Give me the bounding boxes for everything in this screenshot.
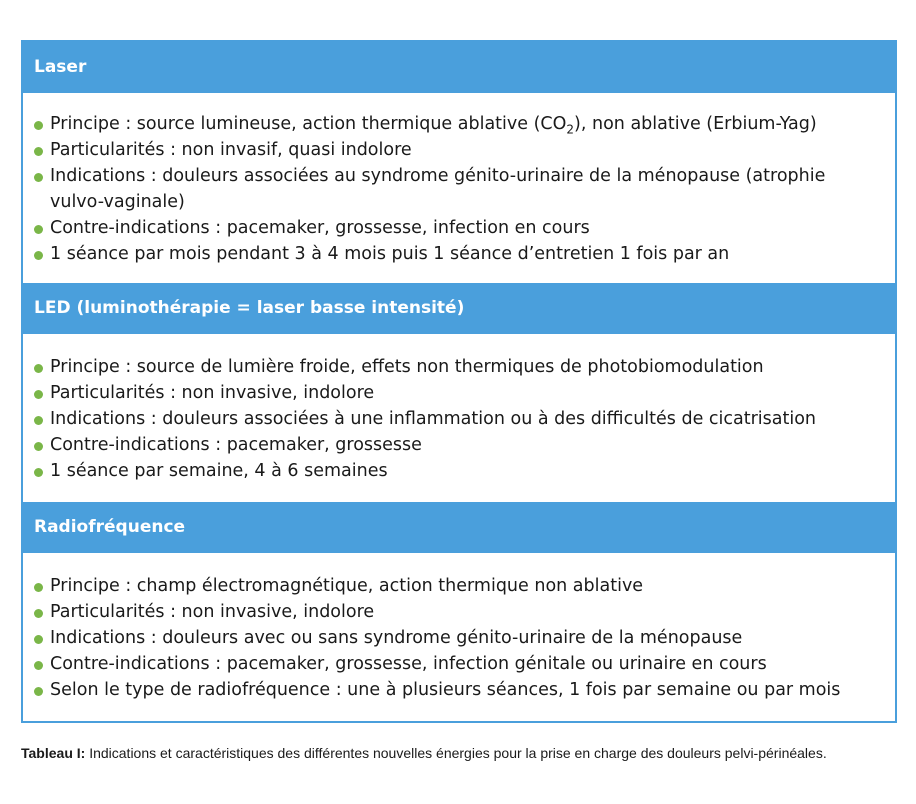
list-item: Particularités : non invasif, quasi indolore xyxy=(33,137,895,163)
list-item: Indications : douleurs associées au syndrome génito-urinaire de la ménopause (atrophie vulvo-vaginale) xyxy=(33,163,880,215)
list-item: Selon le type de radiofréquence : une à plusieurs séances, 1 fois par semaine ou par mois xyxy=(33,677,895,703)
list-item: Contre-indications : pacemaker, grossesse xyxy=(33,432,895,458)
list-item: Principe : source lumineuse, action thermique ablative $(CO_2)$, non ablative (Erbium-Yag) xyxy=(33,111,895,137)
section-body-radiofrequence xyxy=(23,553,895,721)
list-item: Particularités : non invasive, indolore xyxy=(33,599,895,625)
bullet-icon xyxy=(34,442,43,451)
bullet-icon xyxy=(34,225,43,234)
energies-table xyxy=(21,40,897,723)
bullet-icon xyxy=(34,661,43,670)
bullet-icon xyxy=(34,147,43,156)
bullet-icon xyxy=(34,390,43,399)
bullet-icon xyxy=(34,635,43,644)
list-item: Contre-indications : pacemaker, grossesse, infection en cours xyxy=(33,215,895,241)
bullet-icon xyxy=(34,687,43,696)
section-body-laser xyxy=(23,93,895,283)
caption-label: Tableau I: xyxy=(21,745,86,761)
section-header-led: LED (luminothérapie = laser basse intensité) xyxy=(23,283,895,334)
bullet-icon xyxy=(34,416,43,425)
section-header-laser: Laser xyxy=(23,42,895,93)
bullet-icon xyxy=(34,251,43,260)
bullet-icon xyxy=(34,121,43,130)
section-header-radiofrequence: Radiofréquence xyxy=(23,502,895,553)
bullet-icon xyxy=(34,468,43,477)
table-caption xyxy=(21,741,897,765)
bullet-icon xyxy=(34,583,43,592)
list-item: Contre-indications : pacemaker, grossesse, infection génitale ou urinaire en cours xyxy=(33,651,895,677)
list-item: Indications : douleurs associées à une inflammation ou à des difficultés de cicatrisation xyxy=(33,406,895,432)
bullet-icon xyxy=(34,173,43,182)
section-body-led xyxy=(23,334,895,502)
caption-text: Indications et caractéristiques des différentes nouvelles énergies pour la prise en charge des douleurs pelvi-périnéales. xyxy=(85,745,827,761)
list-item: 1 séance par mois pendant 3 à 4 mois puis 1 séance d’entretien 1 fois par an xyxy=(33,241,895,267)
list-item: Principe : source de lumière froide, effets non thermiques de photobiomodulation xyxy=(33,354,895,380)
list-item: 1 séance par semaine, 4 à 6 semaines xyxy=(33,458,895,484)
list-item: Principe : champ électromagnétique, action thermique non ablative xyxy=(33,573,895,599)
list-item: Particularités : non invasive, indolore xyxy=(33,380,895,406)
list-item: Indications : douleurs avec ou sans syndrome génito-urinaire de la ménopause xyxy=(33,625,895,651)
bullet-icon xyxy=(34,364,43,373)
bullet-icon xyxy=(34,609,43,618)
